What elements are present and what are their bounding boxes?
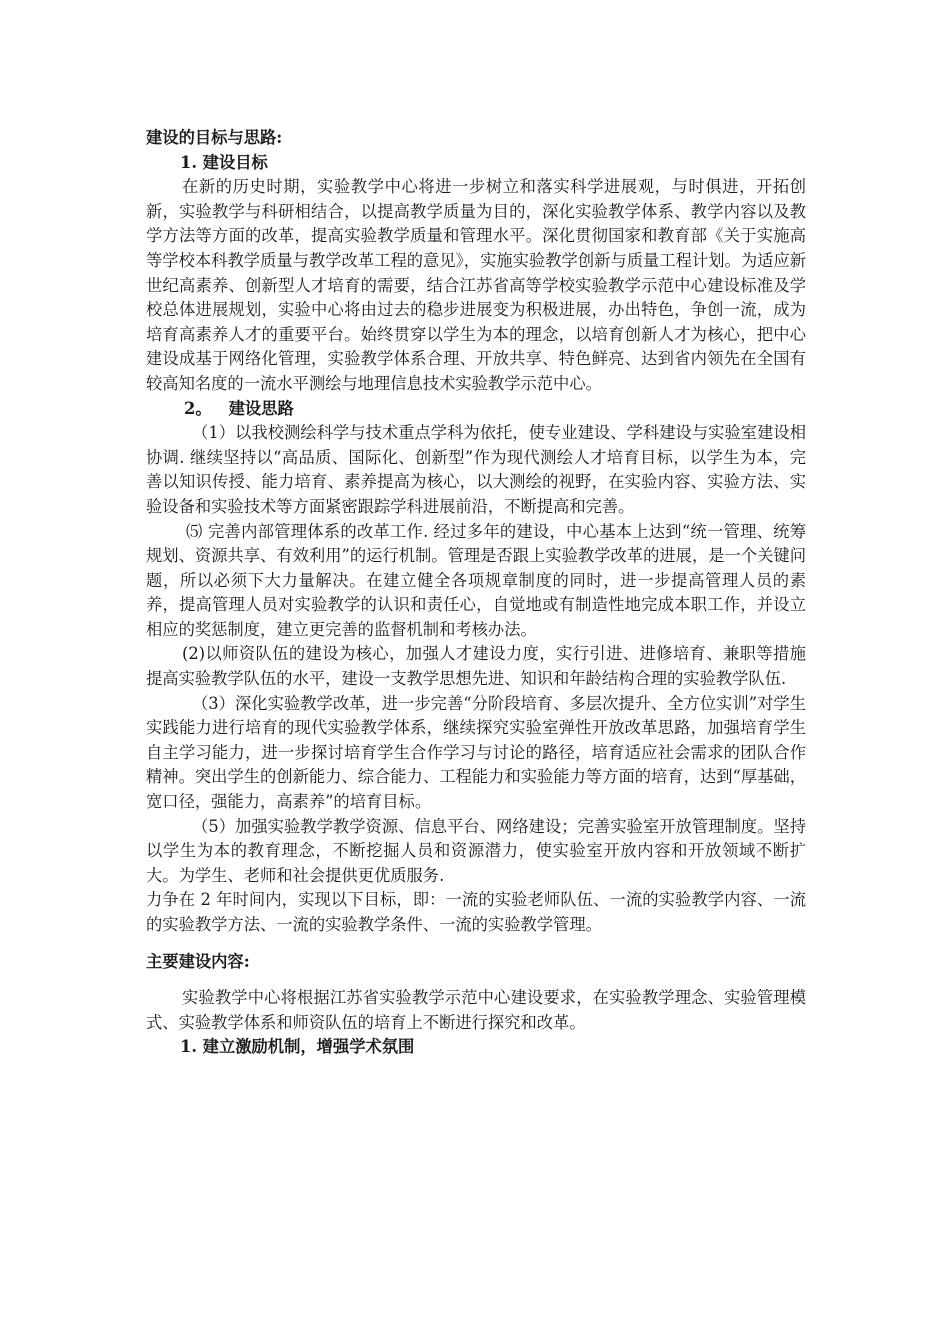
idea-item: （5）加强实验教学教学资源、信息平台、网络建设；完善实验室开放管理制度。坚持以学生为本的教育理念，不断挖掘人员和资源潜力，使实验室开放内容和开放领域不断扩大。为学生、老师和社会提供更优质服务. — [146, 816, 806, 885]
closing-paragraph: 力争在 2 年时间内，实现以下目标，即：一流的实验老师队伍、一流的实验教学内容、一流的实验教学方法、一流的实验教学条件、一流的实验教学管理。 — [146, 890, 806, 934]
goal-paragraph: 在新的历史时期，实验教学中心将进一步树立和落实科学进展观，与时俱进，开拓创新，实验教学与科研相结合，以提高教学质量为目的，深化实验教学体系、教学内容以及教学方法等方面的改革，提高实验教学质量和管理水平。深化贯彻国家和教育部《关于实施高等学校本科教学质量与教学改革工程的意见》，实施实验教学创新与质量工程计划。为适应新世纪高素养、创新型人才培育的需要，结合江苏省高等学校实验教学示范中心建设标准及学校总体进展规划，实验中心将由过去的稳步进展变为积极进展，办出特色，争创一流，成为培育高素养人才的重要平台。始终贯穿以学生为本的理念，以培育创新人才为核心，把中心建设成基于网络化管理，实验教学体系合理、开放共享、特色鲜亮、达到省内领先在全国有较高知名度的一流水平测绘与地理信息技术实验教学示范中心。 — [146, 177, 806, 393]
content-paragraph: 实验教学中心将根据江苏省实验教学示范中心建设要求，在实验教学理念、实验管理模式、实验教学体系和师资队伍的培育上不断进行探究和改革。 — [146, 988, 806, 1032]
idea-item: ⑸ 完善内部管理体系的改革工作. 经过多年的建设，中心基本上达到“统一管理、统筹规划、资源共享、有效利用”的运行机制。管理是否跟上实验教学改革的进展，是一个关键问题，所以必须下大力量解决。在建立健全各项规章制度的同时，进一步提高管理人员的素养，提高管理人员对实验教学的认识和责任心，自觉地或有制造性地完成本职工作，并设立相应的奖惩制度，建立更完善的监督机制和考核办法。 — [146, 521, 806, 639]
section-title-content: 主要建设内容: — [146, 951, 250, 971]
idea-item: (2)以师资队伍的建设为核心，加强人才建设力度，实行引进、进修培育、兼职等措施提高实验教学队伍的水平，建设一支教学思想先进、知识和年龄结构合理的实验教学队伍. — [146, 644, 806, 689]
spacer — [146, 938, 806, 950]
spacer — [146, 974, 806, 986]
section-title-goals: 建设的目标与思路: — [146, 128, 283, 147]
goal-heading: 1. 建设目标 — [180, 152, 268, 172]
idea-heading: 2。 建设思路 — [184, 398, 294, 418]
document-body — [146, 126, 806, 1060]
idea-item: （3）深化实验教学改革，进一步完善“分阶段培育、多层次提升、全方位实训”对学生实践能力进行培育的现代实验教学体系，继续探究实验室弹性开放改革思路，加强培育学生自主学习能力，进一步探讨培育学生合作学习与讨论的路径，培育适应社会需求的团队合作精神。突出学生的创新能力、综合能力、工程能力和实验能力等方面的培育，达到“厚基础，宽口径，强能力，高素养”的培育目标。 — [146, 693, 806, 812]
idea-item: （1）以我校测绘科学与技术重点学科为依托，使专业建设、学科建设与实验室建设相协调. 继续坚持以“高品质、国际化、创新型”作为现代测绘人才培育目标，以学生为本，完善以知识传授、能力培育、素养提高为核心，以大测绘的视野，在实验内容、实验方法、实验设备和实验技术等方面紧密跟踪学科进展前沿，不断提高和完善。 — [146, 423, 806, 516]
content-heading: 1. 建立激励机制，增强学术氛围 — [180, 1037, 415, 1057]
